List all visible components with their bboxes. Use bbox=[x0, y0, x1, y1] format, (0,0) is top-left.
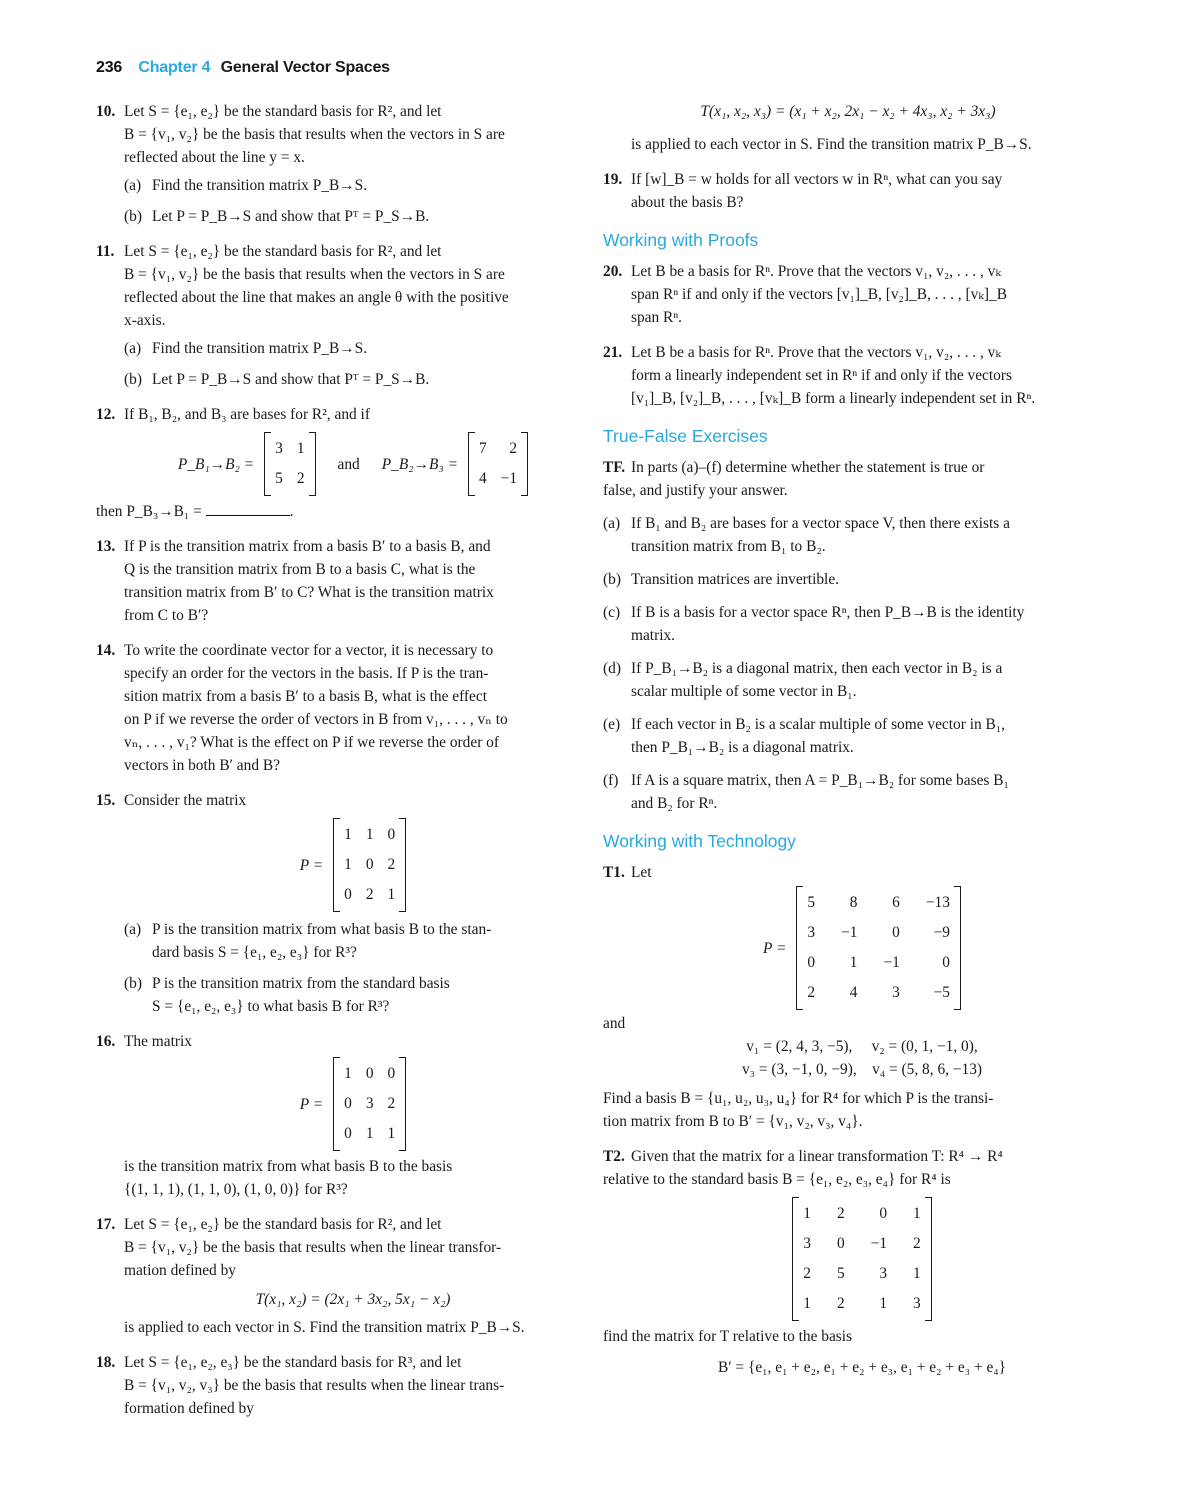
tf-item-label: (b) bbox=[603, 571, 621, 588]
exercise-t2-matrix bbox=[631, 1197, 1093, 1321]
right-column bbox=[603, 100, 1093, 1379]
tf-item bbox=[603, 568, 1093, 591]
matrix-p-15 bbox=[333, 818, 406, 912]
matrix-entry: −1 bbox=[883, 954, 900, 971]
basis-b-prime: B′ = {e₁, e₁ + e₂, e₁ + e₂ + e₃, e₁ + e₂ + e₃ + e₄} bbox=[717, 1359, 1007, 1376]
matrix-entry: 5 bbox=[275, 470, 283, 487]
matrix-entry: 0 bbox=[807, 954, 816, 971]
matrix-entry: 7 bbox=[479, 440, 487, 457]
matrix-entry: 0 bbox=[344, 1125, 352, 1142]
matrix-p-16 bbox=[333, 1057, 406, 1151]
matrix-entry: 2 bbox=[913, 1235, 921, 1252]
matrix-entry: −13 bbox=[925, 894, 950, 911]
matrix-entry: 0 bbox=[387, 1065, 396, 1082]
exercise-10: 10. Let S = {e₁, e₂} be the standard basis for R², and let B = {v₁, v₂} be the basis that results when the vectors in S are reflected about the line y = x. (a) Find the transition matrix P_B→S. (b) Let P = P_B→S and show that Pᵀ = P_S→B. bbox=[96, 100, 582, 228]
exercise-16-matrix: P = 1 0 0 0 3 2 0 1 1 bbox=[124, 1057, 582, 1151]
exercise-15-part-b: (b) P is the transition matrix from the standard basis S = {e₁, e₂, e₃} to what basis B for R³? bbox=[124, 975, 450, 1015]
exercise-20: 20. Let B be a basis for Rⁿ. Prove that the vectors v₁, v₂, . . . , vₖ span Rⁿ if and only if the vectors [v₁]_B, [v₂]_B, . . . , [vₖ]_B span Rⁿ. bbox=[603, 263, 1007, 326]
matrix-entry: 1 bbox=[849, 954, 858, 971]
true-false-items bbox=[603, 512, 1093, 815]
exercise-t1-matrix: P = 5 8 6 −13 3 −1 0 −9 0 1 −1 0 2 4 3 −5 bbox=[631, 886, 1093, 1010]
page-number: 236 bbox=[96, 59, 123, 76]
exercise-17: 17. Let S = {e₁, e₂} be the standard basis for R², and let B = {v₁, v₂} be the basis that results when the linear transfor- mation defined by T(x₁, x₂) = (2x₁ + 3x₂, 5x₁ − x₂) is applied to each vector in S. Find the transition matrix P_B→S. bbox=[96, 1213, 582, 1339]
exercise-tf: TF. In parts (a)–(f) determine whether the statement is true or false, and justify your answer. bbox=[603, 459, 985, 499]
matrix-entry: 2 bbox=[365, 886, 374, 903]
matrix-entry: 1 bbox=[344, 1065, 352, 1082]
exercise-21: 21. Let B be a basis for Rⁿ. Prove that the vectors v₁, v₂, . . . , vₖ form a linearly independent set in Rⁿ if and only if the vectors [v₁]_B, [v₂]_B, . . . , [vₖ]_B form a linearly independent set in Rⁿ. bbox=[603, 344, 1036, 407]
tf-item-text: scalar multiple of some vector in B₁. bbox=[631, 683, 857, 700]
matrix-entry: 0 bbox=[942, 954, 950, 971]
matrix-entry: 1 bbox=[913, 1205, 921, 1222]
exercise-12: 12. If B₁, B₂, and B₃ are bases for R², and if P_B₁→B₂ = 3 1 5 2 and P_B₂→B₃ = 7 2 4 −1 then P_B₃→B₁ = . bbox=[96, 403, 582, 523]
matrix-entry: 2 bbox=[807, 984, 816, 1001]
matrix-entry: 1 bbox=[913, 1265, 921, 1282]
matrix-entry: 2 bbox=[296, 470, 305, 487]
matrix-entry: 2 bbox=[836, 1205, 845, 1222]
matrix-entry: 3 bbox=[807, 924, 816, 941]
matrix-entry: 5 bbox=[836, 1265, 845, 1282]
tf-item-text: If A is a square matrix, then A = P_B₁→B₂ for some bases B₁ bbox=[631, 772, 1009, 789]
tf-item-text: If B is a basis for a vector space Rⁿ, then P_B→B is the identity bbox=[631, 604, 1025, 621]
left-column bbox=[96, 100, 582, 1420]
tf-item-text: If P_B₁→B₂ is a diagonal matrix, then each vector in B₂ is a bbox=[631, 660, 1003, 677]
matrix-entry: 1 bbox=[365, 826, 374, 843]
tf-item bbox=[603, 713, 1093, 759]
matrix-p-t1 bbox=[796, 886, 961, 1010]
section-heading-technology: Working with Technology bbox=[603, 831, 796, 851]
matrix-entry: −1 bbox=[870, 1235, 888, 1252]
matrix-entry: 0 bbox=[836, 1235, 845, 1252]
matrix-entry: 1 bbox=[803, 1205, 811, 1222]
matrix-entry: 3 bbox=[879, 1265, 888, 1282]
tf-item-label: (c) bbox=[603, 604, 621, 621]
section-heading-true-false: True-False Exercises bbox=[603, 426, 768, 446]
tf-item bbox=[603, 657, 1093, 703]
exercise-10-part-a: (a) Find the transition matrix P_B→S. bbox=[124, 177, 368, 194]
matrix-entry: 1 bbox=[387, 886, 396, 903]
tf-item-label: (d) bbox=[603, 660, 621, 677]
vectors-line-1: v₁ = (2, 4, 3, −5), v₂ = (0, 1, −1, 0), bbox=[746, 1038, 978, 1055]
tf-item-text: Transition matrices are invertible. bbox=[631, 571, 840, 588]
tf-item bbox=[603, 512, 1093, 558]
exercise-14: 14. To write the coordinate vector for a vector, it is necessary to specify an order for the vectors in the basis. If P is the tran- sition matrix from a basis B′ to a basis B, what is the effect on P if we reverse the order of vectors in B from v₁, . . . , vₙ to vₙ, . . . , v₁? What is the effect on P if we reverse the order of vectors in both B′ and B? bbox=[96, 642, 508, 774]
matrix-entry: 0 bbox=[365, 856, 374, 873]
tf-item bbox=[603, 601, 1093, 647]
tf-item-text: transition matrix from B₁ to B₂. bbox=[631, 538, 826, 555]
matrix-entry: 3 bbox=[803, 1235, 811, 1252]
exercise-t1: T1. Let P = 5 8 6 −13 3 −1 0 −9 0 1 −1 0 2 4 3 −5 and v₁ = (2, 4, 3, −5), v₂ = (0, 1, −1, 0), v₃ = (3, −1, 0, −9), v₄ = (5, 8, 6, −13) Find a basis B = {u₁, u₂, u₃, u₄} for R⁴ for which P is the transi- tion matrix from B to B′ = {v₁, v₂, v₃, v₄}. bbox=[603, 861, 1093, 1133]
matrix-p-b1-b2 bbox=[264, 432, 315, 496]
matrix-entry: 2 bbox=[387, 1095, 396, 1112]
matrix-entry: 3 bbox=[275, 440, 283, 457]
matrix-t2 bbox=[792, 1197, 932, 1321]
matrix-entry: −1 bbox=[500, 470, 518, 487]
matrix-entry: 3 bbox=[892, 984, 900, 1001]
matrix-entry: −1 bbox=[841, 924, 858, 941]
matrix-entry: 1 bbox=[879, 1295, 888, 1312]
matrix-entry: −9 bbox=[933, 924, 950, 941]
exercise-11-part-b: (b) Let P = P_B→S and show that Pᵀ = P_S→B. bbox=[124, 371, 430, 388]
exercise-19: 19. If [w]_B = w holds for all vectors w in Rⁿ, what can you say about the basis B? bbox=[603, 171, 1003, 211]
section-heading-proofs: Working with Proofs bbox=[603, 230, 759, 250]
matrix-entry: 1 bbox=[803, 1295, 811, 1312]
matrix-entry: 4 bbox=[849, 984, 858, 1001]
tf-item-label: (f) bbox=[603, 772, 619, 789]
matrix-entry: 5 bbox=[807, 894, 816, 911]
matrix-entry: 1 bbox=[344, 856, 352, 873]
matrix-entry: −5 bbox=[933, 984, 950, 1001]
tf-item-text: If B₁ and B₂ are bases for a vector space V, then there exists a bbox=[631, 515, 1010, 532]
vectors-line-2: v₃ = (3, −1, 0, −9), v₄ = (5, 8, 6, −13) bbox=[741, 1061, 983, 1078]
tf-item bbox=[603, 769, 1093, 815]
matrix-entry: 1 bbox=[344, 826, 352, 843]
matrix-entry: 8 bbox=[849, 894, 858, 911]
matrix-entry: 1 bbox=[387, 1125, 396, 1142]
matrix-entry: 0 bbox=[387, 826, 396, 843]
answer-blank bbox=[206, 501, 290, 516]
exercise-18: 18. Let S = {e₁, e₂, e₃} be the standard basis for R³, and let B = {v₁, v₂, v₃} be the basis that results when the linear trans- formation defined by bbox=[96, 1354, 505, 1417]
tf-item-label: (e) bbox=[603, 716, 621, 733]
exercise-t2: T2. Given that the matrix for a linear transformation T: R⁴ → R⁴ relative to the standard basis B = {e₁, e₂, e₃, e₄} for R⁴ is 1 2 0 1 3 0 −1 2 2 5 3 1 1 2 1 3 find the matrix for T relative to the basis B′ = {e₁, e₁ + e₂, e₁ + e₂ + e₃, e₁ + e₂ + e₃ + e₄} bbox=[603, 1145, 1093, 1379]
tf-item-text: and B₂ for Rⁿ. bbox=[631, 795, 718, 812]
exercise-13: 13. If P is the transition matrix from a basis B′ to a basis B, and Q is the transition matrix from B to a basis C, what is the transition matrix from B′ to C? What is the transition matrix from C to B′? bbox=[96, 538, 494, 624]
matrix-entry: 2 bbox=[803, 1265, 811, 1282]
matrix-entry: 0 bbox=[344, 886, 352, 903]
matrix-entry: 3 bbox=[913, 1295, 921, 1312]
exercise-15: 15. Consider the matrix P = 1 1 0 1 0 2 0 2 1 (a) P is the transition matrix from what basis B to the stan- dard basis S = {e₁, e₂, e₃} for R³? (b) P is the transition matrix from the standard basis S = {e₁, e₂, e₃} to what basis B for R³? bbox=[96, 789, 582, 1018]
exercise-17-equation: T(x₁, x₂) = (2x₁ + 3x₂, 5x₁ − x₂) bbox=[255, 1291, 451, 1308]
exercise-16: 16. The matrix P = 1 0 0 0 3 2 0 1 1 is the transition matrix from what basis B to the basis {(1, 1, 1), (1, 1, 0), (1, 0, 0)} for R³? bbox=[96, 1030, 582, 1201]
matrix-entry: 0 bbox=[879, 1205, 888, 1222]
matrix-entry: 0 bbox=[892, 924, 900, 941]
matrix-entry: 2 bbox=[836, 1295, 845, 1312]
exercise-12-matrices: P_B₁→B₂ = 3 1 5 2 and P_B₂→B₃ = 7 2 4 −1 bbox=[124, 432, 582, 496]
matrix-entry: 0 bbox=[344, 1095, 352, 1112]
chapter-title: General Vector Spaces bbox=[220, 59, 390, 76]
exercise-18-continued: is applied to each vector in S. Find the transition matrix P_B→S. bbox=[631, 136, 1032, 153]
matrix-entry: 0 bbox=[365, 1065, 374, 1082]
exercise-11-part-a: (a) Find the transition matrix P_B→S. bbox=[124, 340, 368, 357]
chapter-label: Chapter 4 bbox=[138, 59, 211, 76]
matrix-entry: 4 bbox=[479, 470, 487, 487]
matrix-entry: 6 bbox=[892, 894, 900, 911]
exercise-10-part-b: (b) Let P = P_B→S and show that Pᵀ = P_S→B. bbox=[124, 208, 430, 225]
matrix-p-b2-b3 bbox=[468, 432, 528, 496]
matrix-entry: 2 bbox=[509, 440, 518, 457]
tf-item-label: (a) bbox=[603, 515, 621, 532]
matrix-entry: 2 bbox=[387, 856, 396, 873]
tf-item-text: matrix. bbox=[631, 627, 676, 644]
matrix-entry: 1 bbox=[365, 1125, 374, 1142]
exercise-11: 11. Let S = {e₁, e₂} be the standard basis for R², and let B = {v₁, v₂} be the basis that results when the vectors in S are reflected about the line that makes an angle θ with the positive x-axis. (a) Find the transition matrix P_B→S. (b) Let P = P_B→S and show that Pᵀ = P_S→B. bbox=[96, 240, 582, 391]
tf-item-text: then P_B₁→B₂ is a diagonal matrix. bbox=[631, 739, 854, 756]
matrix-entry: 3 bbox=[365, 1095, 374, 1112]
exercise-15-matrix: P = 1 1 0 1 0 2 0 2 1 bbox=[124, 818, 582, 912]
tf-item-text: If each vector in B₂ is a scalar multiple of some vector in B₁, bbox=[631, 716, 1006, 733]
page-header bbox=[96, 56, 390, 79]
matrix-entry: 1 bbox=[296, 440, 305, 457]
exercise-15-part-a: (a) P is the transition matrix from what basis B to the stan- dard basis S = {e₁, e₂, e₃} for R³? bbox=[124, 921, 492, 961]
exercise-18-equation: T(x₁, x₂, x₃) = (x₁ + x₂, 2x₁ − x₂ + 4x₃, x₂ + 3x₃) bbox=[700, 103, 996, 120]
